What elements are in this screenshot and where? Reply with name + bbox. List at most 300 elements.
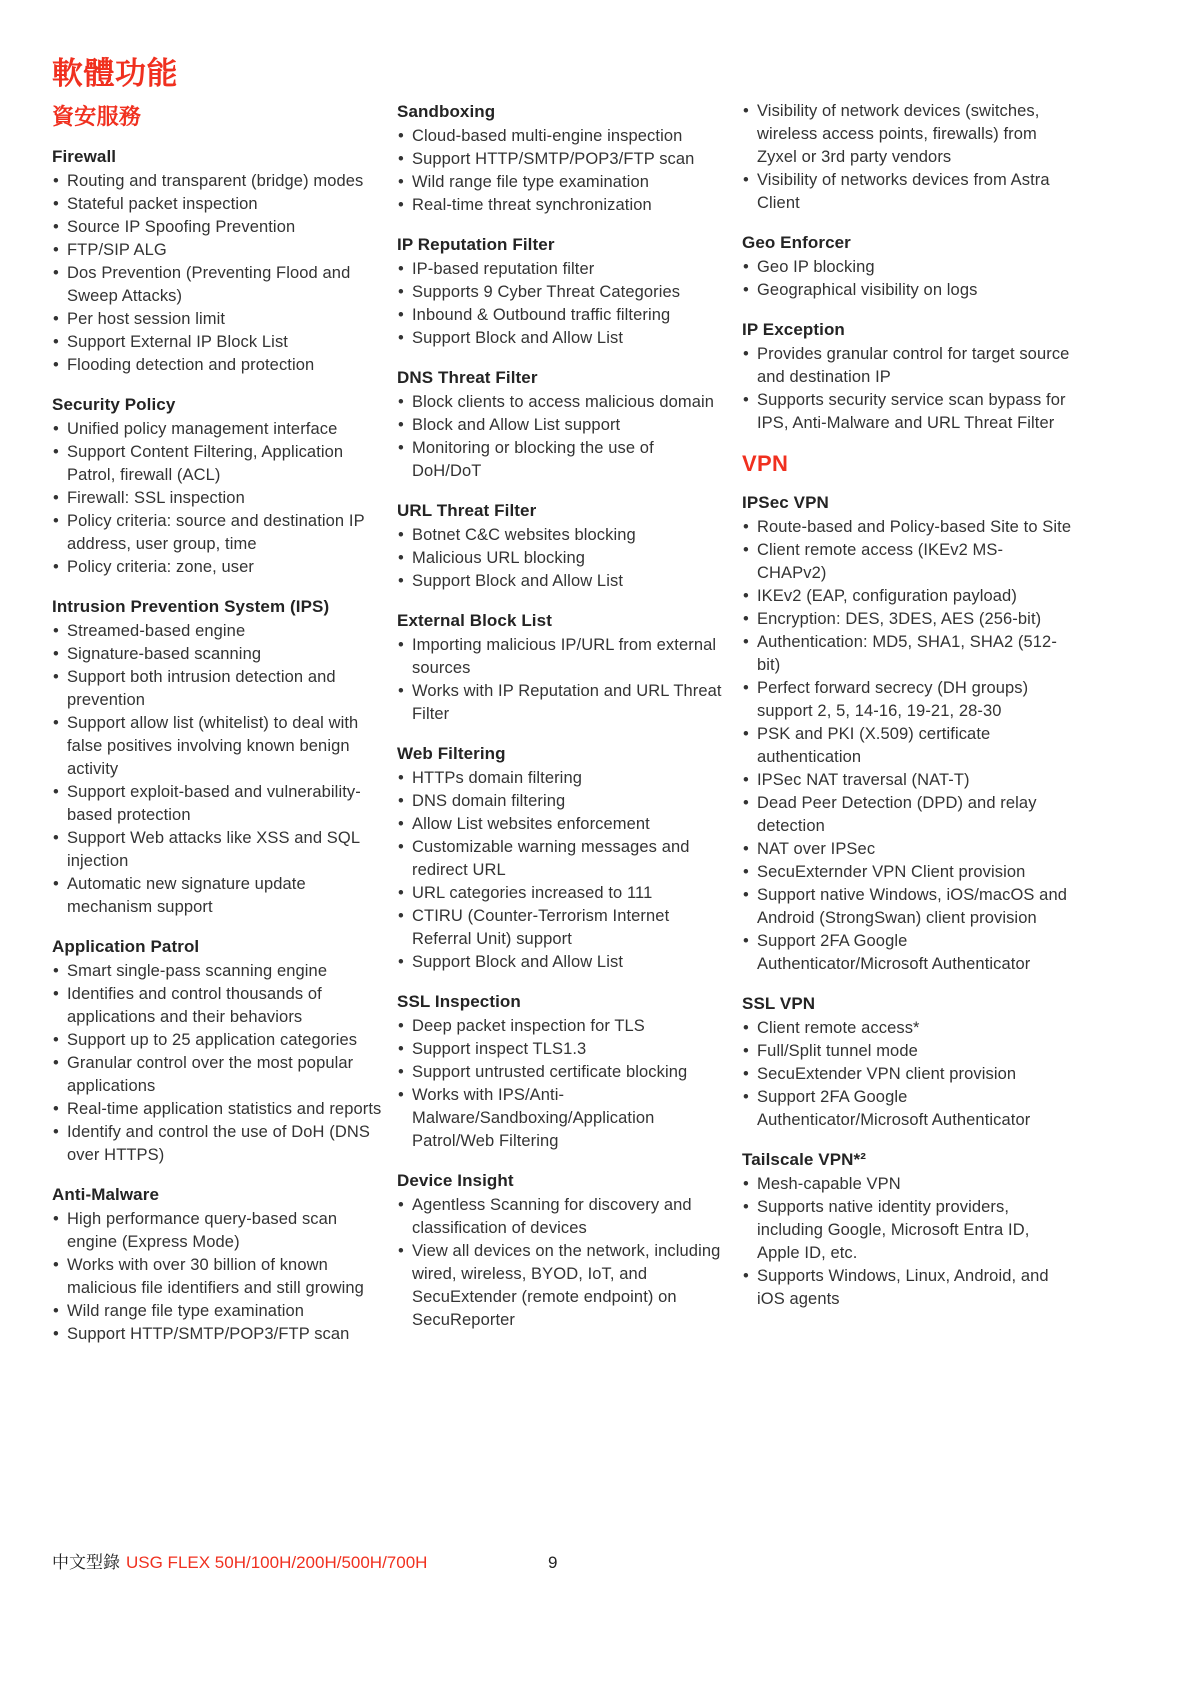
- feature-section: [52, 935, 382, 1167]
- bullet-text: Provides granular control for target source and destination IP: [757, 345, 1070, 386]
- bullet-dot-icon: •: [743, 1042, 749, 1060]
- footer-catalog-label: 中文型錄: [52, 1553, 120, 1572]
- bullet-item: [52, 354, 382, 377]
- feature-section: [397, 742, 727, 974]
- bullet-item: [742, 1063, 1072, 1086]
- bullet-text: Supports Windows, Linux, Android, and iOS agents: [757, 1267, 1049, 1308]
- bullet-dot-icon: •: [398, 127, 404, 145]
- bullet-dot-icon: •: [743, 541, 749, 559]
- section-title: Anti-Malware: [52, 1185, 159, 1204]
- bullet-text: Dos Prevention (Preventing Flood and Sweep Attacks): [67, 264, 351, 305]
- bullet-text: Dead Peer Detection (DPD) and relay detection: [757, 794, 1037, 835]
- section-title: Geo Enforcer: [742, 233, 851, 252]
- bullet-dot-icon: •: [743, 1065, 749, 1083]
- feature-list: [742, 516, 1072, 976]
- bullet-item: [397, 171, 727, 194]
- bullet-dot-icon: •: [743, 281, 749, 299]
- bullet-item: [397, 680, 727, 726]
- bullet-dot-icon: •: [53, 356, 59, 374]
- bullet-dot-icon: •: [743, 1019, 749, 1037]
- bullet-item: [52, 1300, 382, 1323]
- feature-list: [52, 960, 382, 1167]
- bullet-text: Support 2FA Google Authenticator/Microsoft Authenticator: [757, 1088, 1031, 1129]
- bullet-dot-icon: •: [398, 1040, 404, 1058]
- bullet-item: [742, 723, 1072, 769]
- bullet-dot-icon: •: [53, 668, 59, 686]
- section-title: Security Policy: [52, 395, 176, 414]
- bullet-text: Support untrusted certificate blocking: [412, 1063, 688, 1081]
- bullet-text: Supports native identity providers, including Google, Microsoft Entra ID, Apple ID, etc.: [757, 1198, 1030, 1262]
- bullet-text: Flooding detection and protection: [67, 356, 315, 374]
- bullet-text: Wild range file type examination: [67, 1302, 305, 1320]
- bullet-text: Routing and transparent (bridge) modes: [67, 172, 364, 190]
- feature-list: [52, 1208, 382, 1346]
- feature-section: [397, 100, 727, 217]
- bullet-text: Support External IP Block List: [67, 333, 288, 351]
- section-title: IP Reputation Filter: [397, 235, 555, 254]
- bullet-dot-icon: •: [398, 815, 404, 833]
- bullet-item: [52, 308, 382, 331]
- bullet-text: Real-time threat synchronization: [412, 196, 652, 214]
- bullet-dot-icon: •: [53, 420, 59, 438]
- bullet-dot-icon: •: [53, 622, 59, 640]
- feature-list: [397, 391, 727, 483]
- bullet-item: [397, 813, 727, 836]
- bullet-item: [397, 524, 727, 547]
- feature-list: [397, 634, 727, 726]
- bullet-dot-icon: •: [53, 714, 59, 732]
- feature-list: [397, 258, 727, 350]
- bullet-dot-icon: •: [53, 333, 59, 351]
- bullet-text: Works with IPS/Anti-Malware/Sandboxing/Application Patrol/Web Filtering: [412, 1086, 655, 1150]
- bullet-dot-icon: •: [743, 886, 749, 904]
- feature-list: [52, 170, 382, 377]
- bullet-text: Cloud-based multi-engine inspection: [412, 127, 683, 145]
- bullet-item: [397, 391, 727, 414]
- bullet-item: [397, 437, 727, 483]
- footer-page-number: 9: [548, 1553, 558, 1572]
- bullet-item: [52, 1254, 382, 1300]
- bullet-text: Support Block and Allow List: [412, 572, 623, 590]
- bullet-text: Client remote access (IKEv2 MS-CHAPv2): [757, 541, 1004, 582]
- bullet-dot-icon: •: [398, 1242, 404, 1260]
- bullet-dot-icon: •: [53, 195, 59, 213]
- bullet-dot-icon: •: [53, 172, 59, 190]
- bullet-text: Malicious URL blocking: [412, 549, 586, 567]
- bullet-text: Source IP Spoofing Prevention: [67, 218, 296, 236]
- bullet-text: Encryption: DES, 3DES, AES (256-bit): [757, 610, 1042, 628]
- feature-list: [52, 418, 382, 579]
- bullet-item: [742, 677, 1072, 723]
- bullet-item: [52, 960, 382, 983]
- feature-section: [397, 1169, 727, 1332]
- bullet-text: Automatic new signature update mechanism support: [67, 875, 306, 916]
- bullet-item: [742, 792, 1072, 838]
- category-heading: 資安服務: [52, 104, 142, 129]
- bullet-item: [52, 1323, 382, 1346]
- bullet-item: [397, 790, 727, 813]
- bullet-dot-icon: •: [53, 489, 59, 507]
- bullet-item: [52, 510, 382, 556]
- bullet-dot-icon: •: [743, 171, 749, 189]
- bullet-dot-icon: •: [53, 1123, 59, 1141]
- section-title: Device Insight: [397, 1171, 514, 1190]
- bullet-item: [742, 631, 1072, 677]
- feature-section: [397, 990, 727, 1153]
- bullet-text: Authentication: MD5, SHA1, SHA2 (512-bit): [757, 633, 1057, 674]
- bullet-dot-icon: •: [743, 840, 749, 858]
- bullet-item: [397, 1015, 727, 1038]
- feature-section: [52, 595, 382, 919]
- bullet-text: Supports 9 Cyber Threat Categories: [412, 283, 681, 301]
- bullet-text: Mesh-capable VPN: [757, 1175, 901, 1193]
- bullet-item: [742, 884, 1072, 930]
- bullet-dot-icon: •: [53, 829, 59, 847]
- feature-section: [742, 318, 1072, 435]
- bullet-dot-icon: •: [743, 633, 749, 651]
- bullet-item: [742, 100, 1072, 169]
- feature-list: [742, 1017, 1072, 1132]
- bullet-text: View all devices on the network, including wired, wireless, BYOD, IoT, and SecuExtender (remote endpoint) on SecuReporter: [412, 1242, 721, 1329]
- bullet-dot-icon: •: [398, 682, 404, 700]
- bullet-text: SecuExternder VPN Client provision: [757, 863, 1026, 881]
- bullet-dot-icon: •: [398, 196, 404, 214]
- bullet-text: Support Content Filtering, Application Patrol, firewall (ACL): [67, 443, 344, 484]
- bullet-dot-icon: •: [53, 985, 59, 1003]
- feature-list: [742, 256, 1072, 302]
- footer-product-models: USG FLEX 50H/100H/200H/500H/700H: [126, 1553, 428, 1572]
- bullet-dot-icon: •: [53, 1325, 59, 1343]
- bullet-text: Support HTTP/SMTP/POP3/FTP scan: [67, 1325, 350, 1343]
- bullet-text: Granular control over the most popular applications: [67, 1054, 354, 1095]
- bullet-text: Block and Allow List support: [412, 416, 621, 434]
- bullet-dot-icon: •: [398, 953, 404, 971]
- column-2: [397, 100, 727, 1362]
- bullet-dot-icon: •: [398, 393, 404, 411]
- bullet-text: Agentless Scanning for discovery and classification of devices: [412, 1196, 692, 1237]
- bullet-text: Support Block and Allow List: [412, 953, 623, 971]
- section-title: URL Threat Filter: [397, 501, 537, 520]
- section-title: IP Exception: [742, 320, 845, 339]
- bullet-dot-icon: •: [398, 792, 404, 810]
- bullet-dot-icon: •: [743, 679, 749, 697]
- bullet-text: Support native Windows, iOS/macOS and Android (StrongSwan) client provision: [757, 886, 1068, 927]
- bullet-dot-icon: •: [398, 1017, 404, 1035]
- bullet-dot-icon: •: [398, 150, 404, 168]
- feature-section: [397, 609, 727, 726]
- bullet-item: [52, 827, 382, 873]
- feature-section: [397, 499, 727, 593]
- bullet-item: [52, 643, 382, 666]
- bullet-item: [52, 1052, 382, 1098]
- feature-section: [742, 992, 1072, 1132]
- bullet-dot-icon: •: [743, 932, 749, 950]
- feature-section: [742, 491, 1072, 976]
- bullet-item: [397, 125, 727, 148]
- feature-section: [52, 1183, 382, 1346]
- feature-section: [397, 366, 727, 483]
- bullet-item: [52, 170, 382, 193]
- bullet-item: [52, 873, 382, 919]
- column-3: [742, 100, 1072, 1362]
- bullet-dot-icon: •: [53, 875, 59, 893]
- bullet-item: [742, 343, 1072, 389]
- bullet-text: Streamed-based engine: [67, 622, 246, 640]
- bullet-item: [397, 327, 727, 350]
- feature-list: [52, 620, 382, 919]
- bullet-item: [397, 634, 727, 680]
- bullet-text: Support exploit-based and vulnerability-based protection: [67, 783, 361, 824]
- bullet-item: [742, 1173, 1072, 1196]
- bullet-text: Importing malicious IP/URL from external sources: [412, 636, 717, 677]
- feature-list: [742, 1173, 1072, 1311]
- bullet-dot-icon: •: [743, 518, 749, 536]
- feature-section: [742, 231, 1072, 302]
- bullet-dot-icon: •: [53, 1054, 59, 1072]
- bullet-item: [742, 169, 1072, 215]
- bullet-dot-icon: •: [398, 1063, 404, 1081]
- bullet-text: Smart single-pass scanning engine: [67, 962, 328, 980]
- bullet-text: Visibility of networks devices from Astra Client: [757, 171, 1050, 212]
- bullet-item: [52, 193, 382, 216]
- section-title: Firewall: [52, 147, 117, 166]
- feature-list: [742, 100, 1072, 215]
- feature-list: [397, 1194, 727, 1332]
- bullet-item: [52, 262, 382, 308]
- bullet-text: Policy criteria: source and destination IP address, user group, time: [67, 512, 365, 553]
- bullet-item: [397, 194, 727, 217]
- section-title: Application Patrol: [52, 937, 200, 956]
- bullet-item: [742, 256, 1072, 279]
- bullet-text: CTIRU (Counter-Terrorism Internet Referral Unit) support: [412, 907, 670, 948]
- bullet-text: IP-based reputation filter: [412, 260, 595, 278]
- bullet-text: Support Web attacks like XSS and SQL injection: [67, 829, 360, 870]
- category-heading: VPN: [742, 451, 789, 476]
- bullet-item: [397, 836, 727, 882]
- bullet-text: FTP/SIP ALG: [67, 241, 167, 259]
- bullet-item: [397, 1084, 727, 1153]
- bullet-dot-icon: •: [743, 102, 749, 120]
- bullet-dot-icon: •: [53, 962, 59, 980]
- bullet-item: [52, 712, 382, 781]
- bullet-item: [742, 608, 1072, 631]
- bullet-item: [52, 556, 382, 579]
- bullet-item: [52, 1121, 382, 1167]
- bullet-text: High performance query-based scan engine (Express Mode): [67, 1210, 338, 1251]
- bullet-dot-icon: •: [53, 241, 59, 259]
- bullet-item: [397, 570, 727, 593]
- bullet-dot-icon: •: [398, 549, 404, 567]
- bullet-dot-icon: •: [743, 258, 749, 276]
- section-title: External Block List: [397, 611, 552, 630]
- bullet-text: Policy criteria: zone, user: [67, 558, 255, 576]
- bullet-text: HTTPs domain filtering: [412, 769, 583, 787]
- feature-section: [742, 100, 1072, 215]
- bullet-item: [742, 1040, 1072, 1063]
- bullet-text: Support inspect TLS1.3: [412, 1040, 587, 1058]
- feature-section: [742, 1148, 1072, 1311]
- bullet-text: Firewall: SSL inspection: [67, 489, 245, 507]
- section-title: SSL VPN: [742, 994, 816, 1013]
- bullet-item: [397, 767, 727, 790]
- bullet-item: [52, 1029, 382, 1052]
- bullet-text: Geo IP blocking: [757, 258, 875, 276]
- bullet-text: Support Block and Allow List: [412, 329, 623, 347]
- bullet-item: [52, 418, 382, 441]
- bullet-text: IKEv2 (EAP, configuration payload): [757, 587, 1017, 605]
- bullet-text: URL categories increased to 111: [412, 884, 653, 902]
- bullet-item: [52, 239, 382, 262]
- bullet-dot-icon: •: [398, 1196, 404, 1214]
- bullet-text: Works with over 30 billion of known malicious file identifiers and still growing: [67, 1256, 364, 1297]
- section-title: DNS Threat Filter: [397, 368, 538, 387]
- bullet-item: [397, 547, 727, 570]
- bullet-text: Customizable warning messages and redirect URL: [412, 838, 690, 879]
- bullet-text: Signature-based scanning: [67, 645, 262, 663]
- feature-columns: [52, 100, 1124, 1362]
- bullet-item: [52, 331, 382, 354]
- bullet-item: [397, 148, 727, 171]
- bullet-item: [742, 516, 1072, 539]
- bullet-item: [742, 585, 1072, 608]
- bullet-item: [52, 781, 382, 827]
- feature-section: [52, 393, 382, 579]
- bullet-item: [397, 905, 727, 951]
- bullet-dot-icon: •: [53, 310, 59, 328]
- bullet-item: [52, 666, 382, 712]
- bullet-text: Visibility of network devices (switches, wireless access points, firewalls) from Zyxel or 3rd party vendors: [757, 102, 1040, 166]
- bullet-text: SecuExtender VPN client provision: [757, 1065, 1017, 1083]
- feature-list: [397, 1015, 727, 1153]
- page-title: 軟體功能: [52, 56, 178, 91]
- bullet-dot-icon: •: [743, 771, 749, 789]
- bullet-item: [397, 882, 727, 905]
- feature-list: [397, 524, 727, 593]
- bullet-text: Identify and control the use of DoH (DNS over HTTPS): [67, 1123, 370, 1164]
- section-title: Tailscale VPN*²: [742, 1150, 867, 1169]
- bullet-item: [52, 1208, 382, 1254]
- bullet-dot-icon: •: [743, 725, 749, 743]
- bullet-text: Real-time application statistics and reports: [67, 1100, 382, 1118]
- bullet-text: IPSec NAT traversal (NAT-T): [757, 771, 970, 789]
- bullet-item: [742, 1196, 1072, 1265]
- bullet-item: [397, 281, 727, 304]
- bullet-item: [52, 487, 382, 510]
- bullet-item: [397, 258, 727, 281]
- bullet-item: [742, 279, 1072, 302]
- bullet-dot-icon: •: [53, 512, 59, 530]
- bullet-dot-icon: •: [743, 1267, 749, 1285]
- bullet-text: Deep packet inspection for TLS: [412, 1017, 645, 1035]
- bullet-text: PSK and PKI (X.509) certificate authentication: [757, 725, 991, 766]
- bullet-item: [742, 930, 1072, 976]
- bullet-dot-icon: •: [398, 907, 404, 925]
- bullet-dot-icon: •: [743, 391, 749, 409]
- bullet-dot-icon: •: [743, 1198, 749, 1216]
- bullet-item: [397, 1038, 727, 1061]
- feature-list: [742, 343, 1072, 435]
- bullet-item: [52, 1098, 382, 1121]
- bullet-text: Geographical visibility on logs: [757, 281, 978, 299]
- section-title: Intrusion Prevention System (IPS): [52, 597, 330, 616]
- bullet-dot-icon: •: [398, 1086, 404, 1104]
- bullet-dot-icon: •: [743, 345, 749, 363]
- bullet-item: [742, 539, 1072, 585]
- bullet-item: [397, 1194, 727, 1240]
- feature-section: [397, 233, 727, 350]
- bullet-item: [742, 1086, 1072, 1132]
- bullet-dot-icon: •: [398, 329, 404, 347]
- bullet-text: Unified policy management interface: [67, 420, 338, 438]
- bullet-item: [397, 304, 727, 327]
- bullet-text: Inbound & Outbound traffic filtering: [412, 306, 671, 324]
- bullet-dot-icon: •: [53, 264, 59, 282]
- bullet-dot-icon: •: [398, 769, 404, 787]
- bullet-text: NAT over IPSec: [757, 840, 876, 858]
- bullet-text: Full/Split tunnel mode: [757, 1042, 918, 1060]
- bullet-dot-icon: •: [53, 1302, 59, 1320]
- bullet-dot-icon: •: [398, 283, 404, 301]
- bullet-item: [742, 1265, 1072, 1311]
- bullet-dot-icon: •: [398, 526, 404, 544]
- section-title: Sandboxing: [397, 102, 496, 121]
- bullet-text: Client remote access*: [757, 1019, 920, 1037]
- bullet-text: Support up to 25 application categories: [67, 1031, 358, 1049]
- bullet-dot-icon: •: [743, 587, 749, 605]
- bullet-dot-icon: •: [53, 443, 59, 461]
- bullet-text: Support HTTP/SMTP/POP3/FTP scan: [412, 150, 695, 168]
- bullet-item: [52, 620, 382, 643]
- bullet-text: Block clients to access malicious domain: [412, 393, 715, 411]
- bullet-dot-icon: •: [743, 610, 749, 628]
- bullet-dot-icon: •: [53, 558, 59, 576]
- bullet-text: Supports security service scan bypass for IPS, Anti-Malware and URL Threat Filter: [757, 391, 1066, 432]
- page-footer: [52, 1552, 1148, 1574]
- bullet-dot-icon: •: [398, 306, 404, 324]
- bullet-dot-icon: •: [53, 1100, 59, 1118]
- bullet-item: [397, 1240, 727, 1332]
- bullet-dot-icon: •: [398, 260, 404, 278]
- bullet-text: Identifies and control thousands of applications and their behaviors: [67, 985, 322, 1026]
- bullet-item: [742, 861, 1072, 884]
- feature-list: [397, 125, 727, 217]
- bullet-text: Allow List websites enforcement: [412, 815, 650, 833]
- bullet-dot-icon: •: [743, 1088, 749, 1106]
- bullet-text: Botnet C&C websites blocking: [412, 526, 636, 544]
- bullet-dot-icon: •: [53, 1031, 59, 1049]
- bullet-text: Perfect forward secrecy (DH groups) support 2, 5, 14-16, 19-21, 28-30: [757, 679, 1029, 720]
- bullet-dot-icon: •: [53, 1210, 59, 1228]
- bullet-item: [52, 983, 382, 1029]
- bullet-text: Support 2FA Google Authenticator/Microsoft Authenticator: [757, 932, 1031, 973]
- bullet-text: Support allow list (whitelist) to deal with false positives involving known benign activity: [67, 714, 359, 778]
- bullet-item: [52, 216, 382, 239]
- bullet-dot-icon: •: [398, 636, 404, 654]
- bullet-item: [742, 389, 1072, 435]
- bullet-dot-icon: •: [53, 1256, 59, 1274]
- bullet-dot-icon: •: [53, 645, 59, 663]
- bullet-text: Route-based and Policy-based Site to Site: [757, 518, 1072, 536]
- bullet-dot-icon: •: [53, 218, 59, 236]
- bullet-text: Wild range file type examination: [412, 173, 650, 191]
- bullet-dot-icon: •: [743, 863, 749, 881]
- bullet-dot-icon: •: [398, 572, 404, 590]
- bullet-item: [52, 441, 382, 487]
- bullet-dot-icon: •: [398, 416, 404, 434]
- bullet-item: [742, 769, 1072, 792]
- bullet-item: [397, 951, 727, 974]
- bullet-item: [742, 838, 1072, 861]
